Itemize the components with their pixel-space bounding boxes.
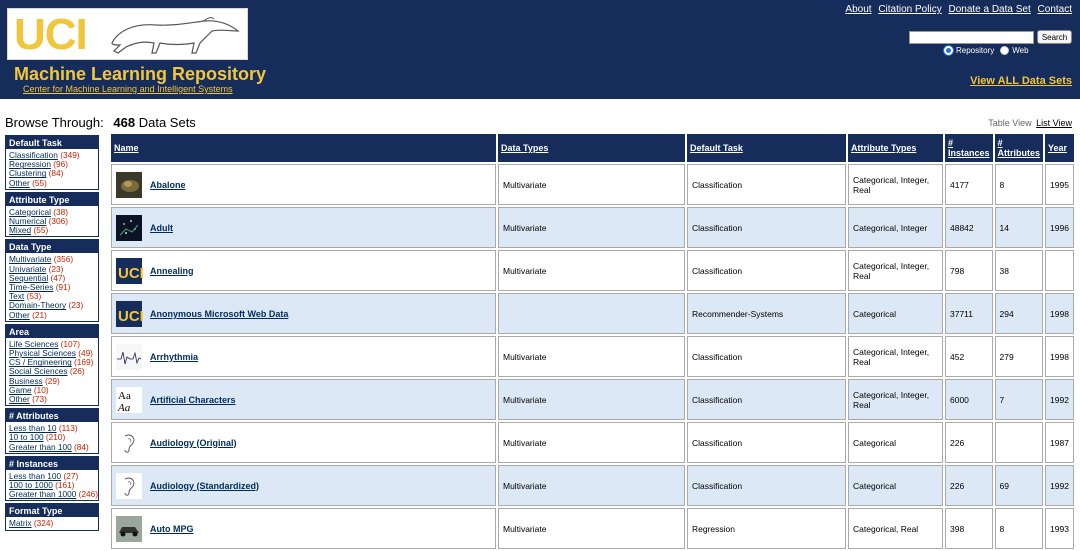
sidebar-filter-link[interactable]: Less than 10	[9, 423, 57, 434]
svg-text:UCI: UCI	[118, 264, 144, 282]
sidebar-filter-link[interactable]: Greater than 1000	[9, 489, 77, 500]
cell-default-task: Classification	[687, 250, 846, 291]
sidebar-heading: Format Type	[5, 503, 99, 517]
site-subtitle-link[interactable]: Center for Machine Learning and Intelligent Systems	[23, 84, 233, 94]
radio-web[interactable]	[1000, 46, 1009, 55]
donate-link[interactable]: Donate a Data Set	[948, 4, 1031, 15]
sidebar-list	[5, 422, 99, 454]
cell-attribute-types: Categorical	[848, 465, 943, 506]
sidebar-item-count: (107)	[60, 338, 81, 349]
cell-attribute-types: Categorical	[848, 293, 943, 334]
about-link[interactable]: About	[845, 4, 872, 15]
sidebar-item-count: (161)	[55, 480, 75, 491]
sidebar-item-count: (21)	[32, 309, 47, 320]
table-row	[111, 336, 1074, 377]
cell-year: 1992	[1045, 379, 1074, 420]
cell-attribute-types: Categorical, Real	[848, 508, 943, 549]
cell-data-types: Multivariate	[498, 465, 685, 506]
sidebar-filter-link[interactable]: Game	[9, 384, 32, 395]
search-button[interactable]: Search	[1037, 30, 1072, 44]
table-row	[111, 207, 1074, 248]
sidebar-item-count: (10)	[33, 384, 49, 395]
cell-instances: 226	[945, 465, 993, 506]
sidebar-filter-link[interactable]: Sequential	[9, 272, 49, 283]
cell-instances: 452	[945, 336, 993, 377]
logo-text: UCI	[14, 10, 87, 59]
cell-year: 1996	[1045, 207, 1074, 248]
sidebar-item-count: (91)	[55, 282, 71, 293]
sidebar-filter-link[interactable]: Mixed	[9, 225, 32, 236]
cell-attributes	[995, 422, 1044, 463]
dataset-name-link[interactable]: Annealing	[150, 265, 194, 276]
radio-repository[interactable]	[944, 46, 953, 55]
sidebar-item-count: (55)	[33, 225, 49, 236]
contact-link[interactable]: Contact	[1037, 4, 1072, 15]
cell-default-task: Classification	[687, 164, 846, 205]
dataset-name-link[interactable]: Artificial Characters	[150, 394, 236, 405]
cell-attributes: 8	[995, 508, 1044, 549]
sidebar-filter-link[interactable]: Business	[9, 375, 43, 386]
sidebar-filter-link[interactable]: Regression	[9, 159, 51, 170]
col-default-task[interactable]: Default Task	[687, 134, 846, 162]
sidebar-filter-link[interactable]: 10 to 100	[9, 432, 44, 443]
cell-year: 1998	[1045, 293, 1074, 334]
cell-default-task: Classification	[687, 465, 846, 506]
cell-data-types: Multivariate	[498, 164, 685, 205]
sidebar-item-count: (96)	[53, 159, 69, 170]
cell-name	[111, 293, 496, 334]
dataset-name-link[interactable]: Audiology (Standardized)	[150, 480, 259, 491]
table-row	[111, 379, 1074, 420]
cell-year: 1995	[1045, 164, 1074, 205]
cell-attributes: 38	[995, 250, 1044, 291]
cell-default-task: Regression	[687, 508, 846, 549]
cell-instances: 226	[945, 422, 993, 463]
cell-name	[111, 508, 496, 549]
sidebar-item-count: (49)	[78, 348, 93, 359]
cell-instances: 48842	[945, 207, 993, 248]
sidebar-filter-link[interactable]: Life Sciences	[9, 338, 59, 349]
dataset-count: 468	[113, 115, 136, 130]
sidebar-item	[9, 395, 96, 404]
list-view-link[interactable]: List View	[1036, 118, 1072, 128]
cell-default-task: Recommender-Systems	[687, 293, 846, 334]
cell-data-types: Multivariate	[498, 336, 685, 377]
sidebar-item-count: (73)	[32, 394, 47, 405]
cell-instances: 6000	[945, 379, 993, 420]
cell-year: 1993	[1045, 508, 1074, 549]
sidebar-heading: Attribute Type	[5, 192, 99, 206]
sidebar-item-count: (306)	[48, 216, 69, 227]
sidebar-item-count: (84)	[74, 441, 89, 452]
table-view-label: Table View	[988, 118, 1032, 128]
dataset-thumbnail-icon[interactable]	[116, 516, 142, 542]
sidebar-item-count: (23)	[68, 300, 84, 311]
sidebar-item	[9, 489, 99, 500]
dataset-thumbnail-icon[interactable]	[116, 344, 142, 370]
sidebar-list	[5, 253, 99, 321]
sidebar-item	[9, 179, 96, 188]
sidebar-list	[5, 206, 99, 238]
dataset-thumbnail-icon[interactable]	[116, 387, 142, 413]
table-row	[111, 508, 1074, 549]
radio-web-label: Web	[1012, 46, 1029, 55]
sidebar-filter-link[interactable]: Matrix	[9, 518, 32, 529]
dataset-name-link[interactable]: Anonymous Microsoft Web Data	[150, 308, 289, 319]
cell-attribute-types: Categorical, Integer, Real	[848, 250, 943, 291]
dataset-name-link[interactable]: Arrhythmia	[150, 351, 199, 362]
cell-attribute-types: Categorical, Integer, Real	[848, 164, 943, 205]
cell-name	[111, 422, 496, 463]
sidebar-item-count: (169)	[74, 357, 94, 368]
dataset-name-link[interactable]: Adult	[150, 222, 173, 233]
col-instances[interactable]: # Instances	[945, 134, 993, 162]
sidebar-filter-link[interactable]: Text	[9, 291, 25, 302]
sidebar-item-count: (210)	[45, 432, 66, 443]
sidebar-item-count: (53)	[26, 291, 42, 302]
dataset-name-link[interactable]: Auto MPG	[150, 523, 194, 534]
cell-default-task: Classification	[687, 379, 846, 420]
cell-attribute-types: Categorical, Integer, Real	[848, 336, 943, 377]
sidebar-heading: Data Type	[5, 239, 99, 253]
sidebar-item-count: (55)	[32, 177, 47, 188]
sidebar-filter-link[interactable]: Clustering	[9, 168, 47, 179]
radio-repository-label: Repository	[956, 46, 995, 55]
sidebar-heading: Area	[5, 324, 99, 338]
sidebar-filter-link[interactable]: Univariate	[9, 263, 47, 274]
sidebar-filter-link[interactable]: CS / Engineering	[9, 357, 72, 368]
dataset-thumbnail-icon[interactable]	[116, 172, 142, 198]
cell-attribute-types: Categorical	[848, 422, 943, 463]
dataset-thumbnail-icon[interactable]	[116, 215, 142, 241]
sidebar-list	[5, 338, 99, 406]
cell-instances: 37711	[945, 293, 993, 334]
dataset-thumbnail-icon[interactable]	[116, 301, 142, 327]
cell-data-types	[498, 293, 685, 334]
sidebar-item	[9, 443, 96, 452]
col-year[interactable]: Year	[1045, 134, 1074, 162]
cell-data-types: Multivariate	[498, 250, 685, 291]
sidebar-filter-link[interactable]: Classification	[9, 150, 58, 160]
sidebar-item-count: (47)	[50, 272, 66, 283]
cell-attributes: 7	[995, 379, 1044, 420]
sidebar-list	[5, 470, 99, 502]
dataset-count-suffix: Data Sets	[138, 115, 196, 130]
dataset-name-link[interactable]: Abalone	[150, 179, 186, 190]
sidebar-item-count: (38)	[53, 206, 69, 217]
sidebar-heading: # Attributes	[5, 408, 99, 422]
cell-default-task: Classification	[687, 207, 846, 248]
citation-policy-link[interactable]: Citation Policy	[878, 4, 942, 15]
col-data-types[interactable]: Data Types	[498, 134, 685, 162]
sidebar-item	[9, 226, 96, 235]
cell-instances: 398	[945, 508, 993, 549]
filter-sidebar	[5, 135, 99, 548]
sidebar-list	[5, 149, 99, 190]
dataset-thumbnail-icon[interactable]	[116, 430, 142, 456]
browse-heading	[5, 115, 196, 130]
sidebar-filter-link[interactable]: 100 to 1000	[9, 480, 53, 491]
sidebar-filter-link[interactable]: Physical Sciences	[9, 348, 76, 359]
cell-attributes: 8	[995, 164, 1044, 205]
dataset-thumbnail-icon[interactable]	[116, 473, 142, 499]
cell-attributes: 294	[995, 293, 1044, 334]
cell-attributes: 279	[995, 336, 1044, 377]
sidebar-filter-link[interactable]: Multivariate	[9, 254, 52, 265]
site-header	[0, 0, 1080, 99]
cell-data-types: Multivariate	[498, 379, 685, 420]
sidebar-item-count: (84)	[48, 168, 64, 179]
sidebar-heading: # Instances	[5, 456, 99, 470]
sidebar-item	[9, 519, 96, 528]
sidebar-filter-link[interactable]: Numerical	[9, 216, 47, 227]
cell-name	[111, 465, 496, 506]
site-title[interactable]: Machine Learning Repository	[14, 64, 267, 84]
uci-logo[interactable]	[7, 8, 248, 60]
cell-name	[111, 250, 496, 291]
sidebar-list	[5, 517, 99, 530]
table-row	[111, 164, 1074, 205]
sidebar-filter-link[interactable]: Other	[9, 177, 30, 188]
sidebar-filter-link[interactable]: Time-Series	[9, 282, 54, 293]
browse-label: Browse Through:	[5, 115, 104, 130]
cell-instances: 798	[945, 250, 993, 291]
table-row	[111, 250, 1074, 291]
table-row	[111, 422, 1074, 463]
cell-data-types: Multivariate	[498, 207, 685, 248]
anteater-icon	[104, 13, 244, 57]
col-attribute-types[interactable]: Attribute Types	[848, 134, 943, 162]
sidebar-item-count: (29)	[44, 375, 60, 386]
cell-data-types: Multivariate	[498, 508, 685, 549]
search-input[interactable]	[909, 31, 1034, 44]
cell-year: 1987	[1045, 422, 1074, 463]
sidebar-item-count: (356)	[53, 254, 74, 265]
search-scope	[944, 46, 1029, 55]
svg-text:Aa: Aa	[118, 401, 131, 414]
dataset-name-link[interactable]: Audiology (Original)	[150, 437, 237, 448]
cell-attribute-types: Categorical, Integer, Real	[848, 379, 943, 420]
sidebar-item-count: (27)	[63, 470, 79, 481]
table-row	[111, 465, 1074, 506]
table-header-row	[111, 134, 1074, 162]
cell-year: 1998	[1045, 336, 1074, 377]
sidebar-filter-link[interactable]: Social Sciences	[9, 366, 68, 377]
cell-default-task: Classification	[687, 336, 846, 377]
sidebar-filter-link[interactable]: Other	[9, 309, 30, 320]
sidebar-item-count: (26)	[69, 366, 85, 377]
cell-name	[111, 336, 496, 377]
col-name[interactable]: Name	[111, 134, 496, 162]
cell-name	[111, 379, 496, 420]
cell-data-types: Multivariate	[498, 422, 685, 463]
table-row	[111, 293, 1074, 334]
sidebar-item-count: (324)	[33, 518, 54, 529]
cell-attributes: 69	[995, 465, 1044, 506]
svg-text:UCI: UCI	[118, 307, 144, 325]
cell-name	[111, 207, 496, 248]
sidebar-filter-link[interactable]: Categorical	[9, 206, 51, 217]
cell-year: 1992	[1045, 465, 1074, 506]
datasets-table	[109, 132, 1076, 551]
sidebar-filter-link[interactable]: Domain-Theory	[9, 300, 67, 311]
sidebar-item-count: (113)	[58, 423, 78, 434]
top-links	[841, 4, 1072, 15]
sidebar-item	[9, 311, 96, 320]
cell-attributes: 14	[995, 207, 1044, 248]
view-toggle	[988, 118, 1072, 128]
sidebar-item-count: (349)	[60, 150, 80, 160]
col-attributes[interactable]: # Attributes	[995, 134, 1044, 162]
sidebar-item-count: (246)	[78, 489, 99, 500]
sidebar-heading: Default Task	[5, 135, 99, 149]
cell-attribute-types: Categorical, Integer	[848, 207, 943, 248]
sidebar-filter-link[interactable]: Other	[9, 394, 30, 405]
cell-name	[111, 164, 496, 205]
cell-instances: 4177	[945, 164, 993, 205]
sidebar-filter-link[interactable]: Greater than 100	[9, 441, 72, 452]
cell-default-task: Classification	[687, 422, 846, 463]
view-all-link[interactable]: View ALL Data Sets	[970, 75, 1072, 87]
sidebar-item-count: (23)	[48, 263, 64, 274]
svg-text:Aa: Aa	[118, 389, 131, 402]
cell-year	[1045, 250, 1074, 291]
sidebar-filter-link[interactable]: Less than 100	[9, 470, 62, 481]
dataset-thumbnail-icon[interactable]	[116, 258, 142, 284]
